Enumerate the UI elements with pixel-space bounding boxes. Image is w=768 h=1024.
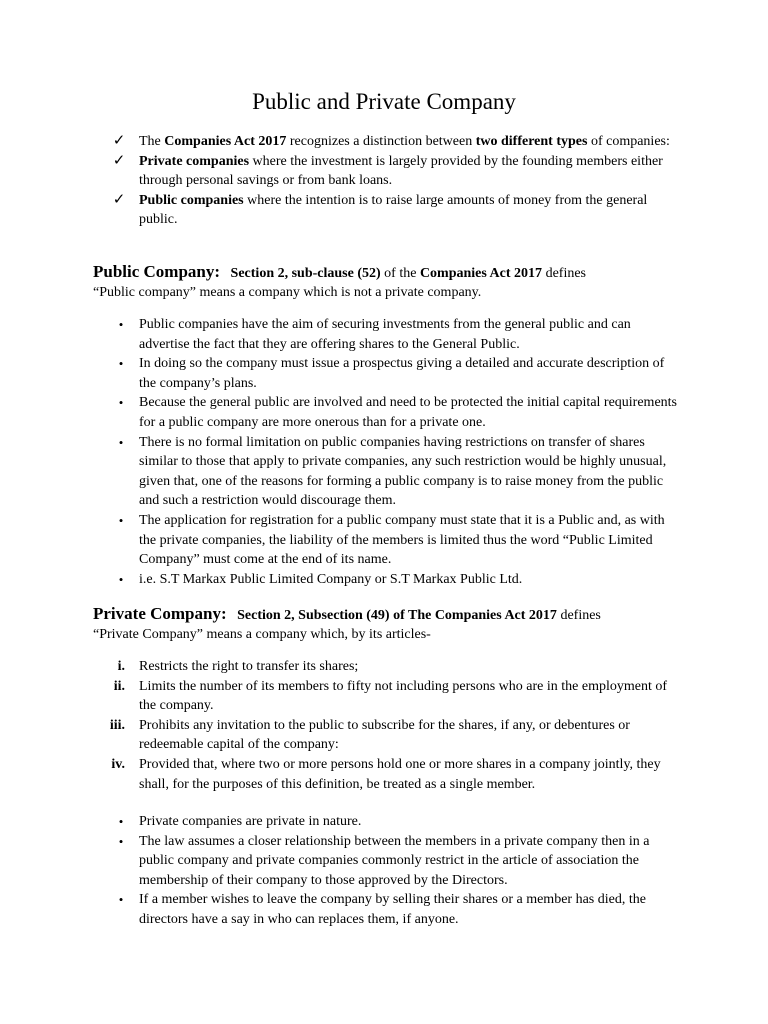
- section-reference: Section 2, Subsection (49) of The Companies Act 2017: [237, 608, 557, 623]
- checkmark-icon: ✓: [112, 191, 126, 208]
- list-item: [93, 354, 683, 393]
- list-item: [93, 433, 683, 511]
- intro-item: [93, 152, 683, 191]
- private-clause-list: [93, 657, 683, 794]
- section-heading: Private Company:: [93, 604, 227, 623]
- clause-item: [93, 657, 683, 677]
- intro-text: of companies:: [587, 134, 670, 149]
- list-item-text: There is no formal limitation on public companies having restrictions on transfer of shares similar to those that apply to private companies, any such restriction would be highly unusual, given that, one of the reasons for forming a public company is to raise money from the public and such a restriction would discourage them.: [139, 434, 667, 509]
- intro-text: The: [139, 134, 165, 149]
- bullet-icon: •: [118, 571, 124, 587]
- public-definition: “Public company” means a company which is not a private company.: [93, 285, 482, 300]
- clause-text: Restricts the right to transfer its shares;: [139, 659, 359, 674]
- list-item-text: Because the general public are involved and need to be protected the initial capital requirements for a public company are more onerous than for a private one.: [139, 395, 678, 430]
- bullet-icon: •: [118, 395, 124, 411]
- list-item-text: The application for registration for a public company must state that it is a Public and, as with the private companies, the liability of the members is limited thus the word “Public Limited Company” must come at the end of its name.: [139, 512, 665, 568]
- list-item: [93, 570, 683, 590]
- bullet-icon: •: [118, 814, 124, 829]
- bullet-icon: •: [118, 892, 124, 908]
- intro-bold-text: Public companies: [139, 192, 244, 208]
- clause-text: Limits the number of its members to fifty not including persons who are in the employment of the company.: [139, 678, 668, 714]
- list-item-text: i.e. S.T Markax Public Limited Company or S.T Markax Public Ltd.: [139, 571, 523, 587]
- clause-item: [93, 716, 683, 755]
- clause-text: Provided that, where two or more persons hold one or more shares in a company jointly, they shall, for the purposes of this definition, be treated as a single member.: [139, 756, 661, 792]
- intro-text: where the investment is largely provided by the founding members either through personal savings or from bank loans.: [139, 153, 663, 189]
- public-bullet-list: [93, 315, 683, 589]
- bullet-icon: •: [118, 356, 124, 372]
- clause-number: i.: [117, 659, 125, 674]
- clause-number: iii.: [109, 717, 125, 733]
- private-bullet-list: [93, 812, 683, 930]
- list-item: [93, 890, 683, 929]
- heading-text: defines: [556, 608, 601, 623]
- bullet-icon: •: [118, 434, 124, 450]
- list-item-text: Public companies have the aim of securing investments from the general public and can advertise the fact that they are offering shares to the General Public.: [139, 317, 631, 352]
- clause-item: [93, 677, 683, 716]
- list-item: [93, 315, 683, 354]
- list-item-text: In doing so the company must issue a prospectus giving a detailed and accurate description of the company’s plans.: [139, 356, 665, 391]
- list-item-text: Private companies are private in nature.: [139, 814, 362, 829]
- list-item: [93, 812, 683, 832]
- clause-item: [93, 755, 683, 794]
- intro-bold-text: Private companies: [139, 153, 250, 169]
- intro-bold-text: two different types: [475, 134, 588, 149]
- list-item: [93, 511, 683, 570]
- heading-text: of the: [380, 266, 420, 281]
- list-item-text: The law assumes a closer relationship between the members in a private company then in a public company and private companies commonly restrict in the article of association the membership of their company to those approved by the Directors.: [139, 833, 650, 888]
- list-item: [93, 832, 683, 891]
- act-name: Companies Act 2017: [419, 266, 543, 281]
- heading-text: defines: [542, 266, 586, 281]
- page-title: Public and Private Company: [252, 89, 516, 114]
- intro-text: recognizes a distinction between: [286, 134, 476, 149]
- intro-checklist: [93, 132, 683, 230]
- public-company-heading: [93, 262, 683, 284]
- clause-text: Prohibits any invitation to the public to subscribe for the shares, if any, or debentures or redeemable capital of the company:: [139, 717, 630, 753]
- checkmark-icon: ✓: [112, 152, 126, 169]
- bullet-icon: •: [118, 833, 124, 849]
- bullet-icon: •: [118, 317, 124, 332]
- section-heading: Public Company:: [93, 262, 221, 281]
- clause-number: ii.: [113, 678, 125, 694]
- private-company-heading: [93, 604, 683, 626]
- intro-text: where the intention is to raise large amounts of money from the general public.: [139, 192, 648, 228]
- list-item: [93, 393, 683, 432]
- clause-number: iv.: [111, 756, 125, 772]
- intro-item: [93, 132, 683, 152]
- section-reference: Section 2, sub-clause (52): [230, 266, 381, 281]
- list-item-text: If a member wishes to leave the company by selling their shares or a member has died, the directors have a say in who can replaces them, if anyone.: [139, 892, 646, 927]
- private-definition: “Private Company” means a company which, by its articles-: [93, 627, 431, 642]
- bullet-icon: •: [118, 512, 124, 528]
- checkmark-icon: ✓: [112, 133, 126, 149]
- intro-item: [93, 191, 683, 230]
- intro-bold-text: Companies Act 2017: [164, 134, 287, 149]
